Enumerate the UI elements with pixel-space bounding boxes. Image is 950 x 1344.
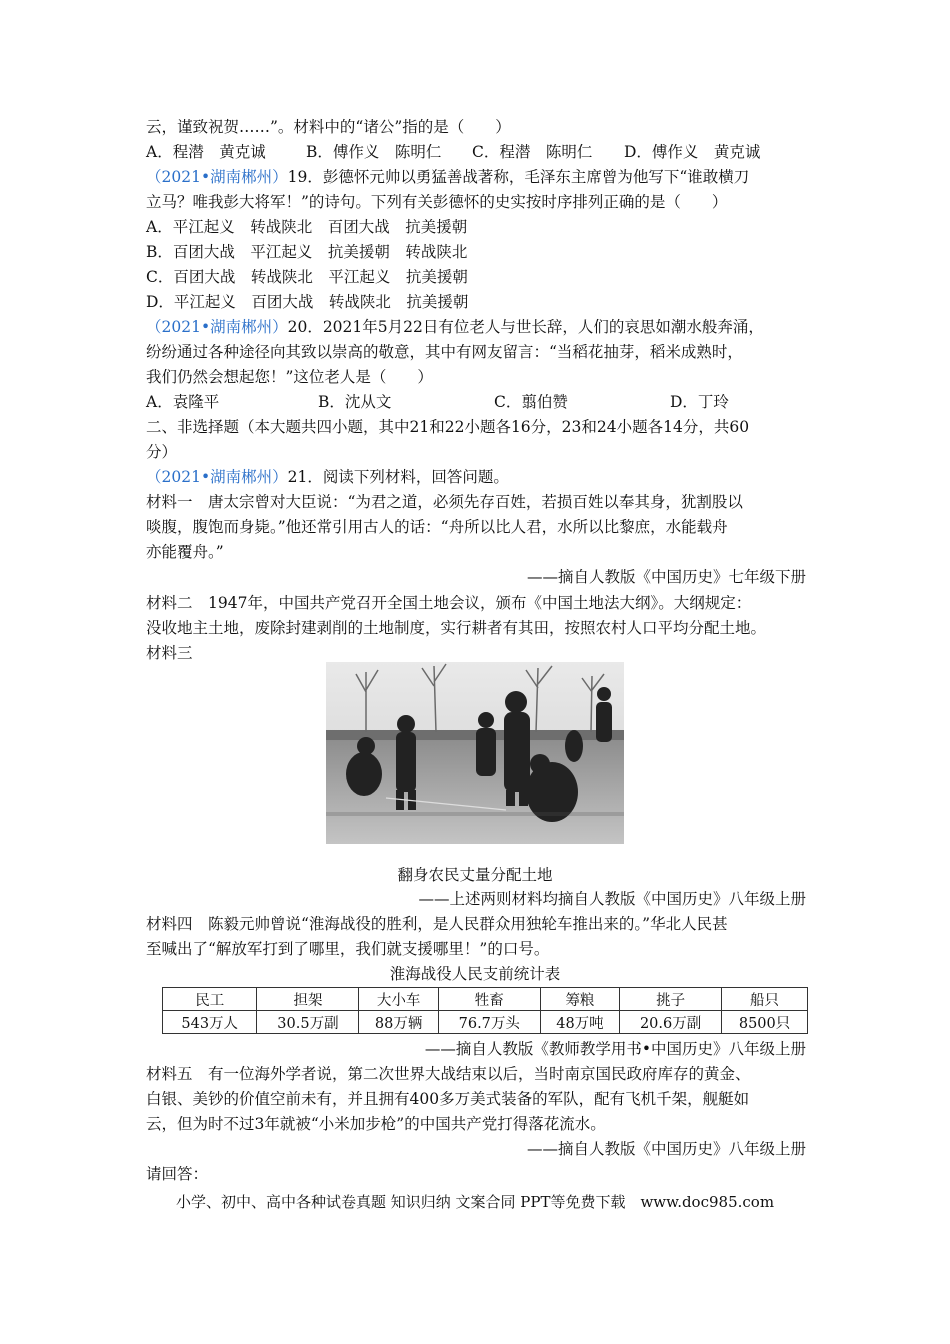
material1-line3: 亦能覆舟。” (146, 543, 224, 561)
q18-option-b: B．傅作义 陈明仁 (306, 143, 442, 161)
table-header-cell: 担架 (257, 988, 359, 1011)
q18-options (146, 141, 760, 163)
q18-option-c: C．程潜 陈明仁 (472, 143, 593, 161)
table-cell: 30.5万副 (257, 1011, 359, 1034)
table-header-cell: 挑子 (620, 988, 722, 1011)
material3-citation: ——上述两则材料均摘自人教版《中国历史》八年级上册 (418, 890, 806, 908)
material2-line2: 没收地主土地，废除封建剥削的土地制度，实行耕者有其田，按照农村人口平均分配土地。 (146, 619, 767, 637)
table-cell: 48万吨 (540, 1011, 619, 1034)
material4-line1: 材料四 陈毅元帅曾说“淮海战役的胜利，是人民群众用独轮车推出来的。”华北人民甚 (146, 915, 728, 933)
table-header-cell: 筹粮 (540, 988, 619, 1011)
material1-citation: ——摘自人教版《中国历史》七年级下册 (526, 568, 806, 586)
q19-option-a: A．平江起义 转战陕北 百团大战 抗美援朝 (146, 218, 468, 236)
table-cell: 543万人 (163, 1011, 257, 1034)
answer-prompt: 请回答： (146, 1165, 209, 1183)
q20-option-d: D．丁玲 (670, 393, 729, 411)
q19-stem-line1: （2021•湖南郴州）19．彭德怀元帅以勇猛善战著称，毛泽东主席曾为他写下“谁敢横刀 (146, 168, 750, 186)
material1-line2: 啖腹，腹饱而身毙。”他还常引用古人的话：“舟所以比人君，水所以比黎庶，水能载舟 (146, 518, 728, 536)
material3-label: 材料三 (146, 644, 193, 662)
q20-option-c: C．翦伯赞 (494, 393, 568, 411)
table-header-cell: 大小车 (359, 988, 438, 1011)
q20-option-b: B．沈从文 (318, 393, 392, 411)
q21-source: （2021•湖南郴州） (146, 468, 288, 486)
section2-heading-line1: 二、非选择题（本大题共四小题，其中21和22小题各16分，23和24小题各14分，共60 (146, 418, 750, 436)
table-row (163, 1011, 808, 1034)
q20-stem-line2: 纷纷通过各种途径向其致以崇高的敬意，其中有网友留言：“当稻花抽芽，稻米成熟时， (146, 343, 743, 361)
table-header-cell: 船只 (722, 988, 808, 1011)
material4-line2: 至喊出了“解放军打到了哪里，我们就支援哪里！”的口号。 (146, 940, 550, 958)
q20-options (146, 391, 729, 413)
q19-option-c: C．百团大战 转战陕北 平江起义 抗美援朝 (146, 268, 468, 286)
section2-heading-line2: 分） (146, 443, 178, 461)
material4-citation: ——摘自人教版《教师教学用书•中国历史》八年级上册 (424, 1040, 806, 1058)
table-header-cell: 民工 (163, 988, 257, 1011)
material2-line1: 材料二 1947年，中国共产党召开全国土地会议，颁布《中国土地法大纲》。大纲规定： (146, 594, 752, 612)
q19-stem-line2: 立马？唯我彭大将军！”的诗句。下列有关彭德怀的史实按时序排列正确的是（ ） (146, 193, 728, 211)
page-footer: 小学、初中、高中各种试卷真题 知识归纳 文案合同 PPT等免费下载 www.doc985.com (175, 1193, 775, 1211)
q18-option-a: A．程潜 黄克诚 (146, 143, 266, 161)
material5-citation: ——摘自人教版《中国历史》八年级上册 (526, 1140, 806, 1158)
q20-option-a: A．袁隆平 (146, 393, 220, 411)
q20-stem-line3: 我们仍然会想起您！”这位老人是（ ） (146, 368, 433, 386)
table-cell: 76.7万头 (438, 1011, 540, 1034)
q20-source: （2021•湖南郴州） (146, 318, 288, 336)
q19-source: （2021•湖南郴州） (146, 168, 288, 186)
table-header-cell: 牲畜 (438, 988, 540, 1011)
material5-line3: 云，但为时不过3年就被“小米加步枪”的中国共产党打得落花流水。 (146, 1115, 606, 1133)
q18-option-d: D．傅作义 黄克诚 (624, 143, 761, 161)
q19-option-b: B．百团大战 平江起义 抗美援朝 转战陕北 (146, 243, 468, 261)
table-cell: 88万辆 (359, 1011, 438, 1034)
photo-caption: 翻身农民丈量分配土地 (397, 866, 553, 884)
material5-line1: 材料五 有一位海外学者说，第二次世界大战结束以后，当时南京国民政府库存的黄金、 (146, 1065, 751, 1083)
q20-stem-line1: （2021•湖南郴州）20．2021年5月22日有位老人与世长辞，人们的哀思如潮水般奔涌， (146, 318, 764, 336)
table-cell: 20.6万副 (620, 1011, 722, 1034)
table-cell: 8500只 (722, 1011, 808, 1034)
q21-stem: （2021•湖南郴州）21．阅读下列材料，回答问题。 (146, 468, 509, 486)
table-title: 淮海战役人民支前统计表 (389, 965, 561, 983)
support-statistics-table (162, 987, 808, 1034)
material1-line1: 材料一 唐太宗曾对大臣说：“为君之道，必须先存百姓，若损百姓以奉其身，犹割股以 (146, 493, 743, 511)
land-survey-photo (326, 662, 624, 844)
q18-stem-end: 云，谨致祝贺……”。材料中的“诸公”指的是（ ） (146, 118, 511, 136)
table-header-row (163, 988, 808, 1011)
q19-option-d: D．平江起义 百团大战 转战陕北 抗美援朝 (146, 293, 469, 311)
material5-line2: 白银、美钞的价值空前未有，并且拥有400多万美式装备的军队，配有飞机千架，舰艇如 (146, 1090, 750, 1108)
